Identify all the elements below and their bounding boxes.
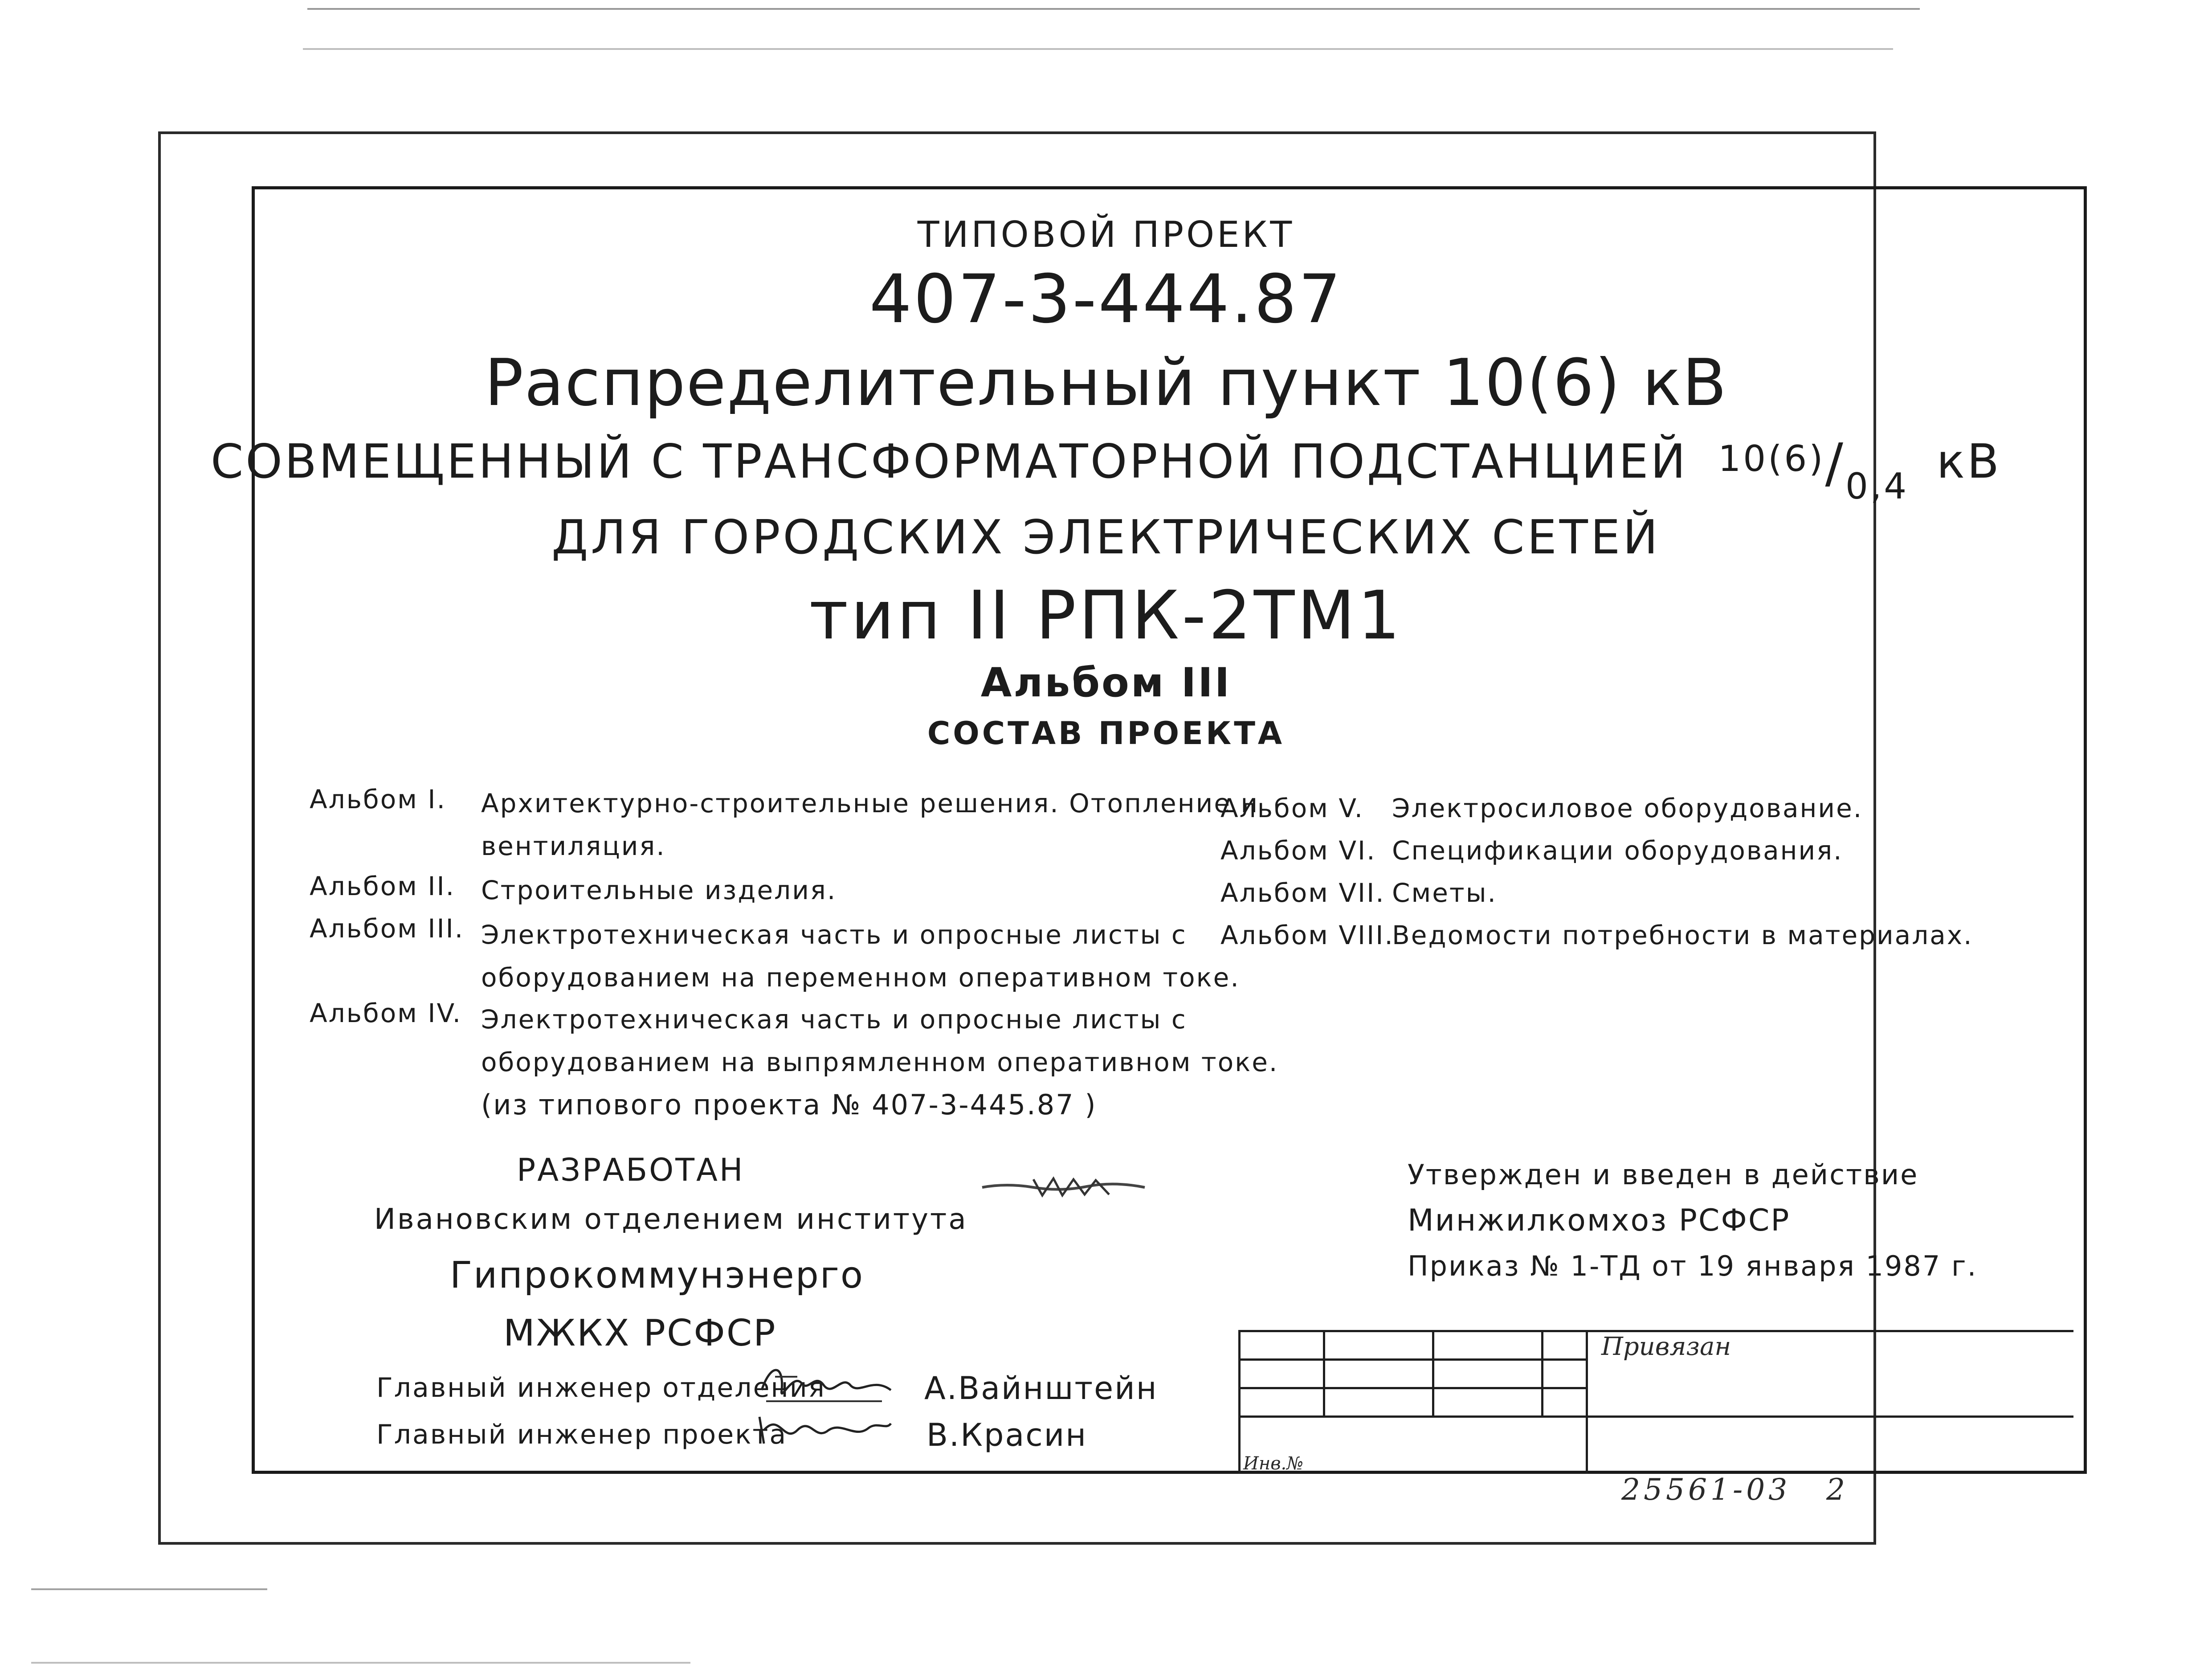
voltage-denominator: 0,4 bbox=[1845, 466, 1909, 507]
album-desc bbox=[481, 913, 1240, 999]
album-label: Альбом VIII. bbox=[1220, 920, 1394, 950]
album-label: Альбом I. bbox=[310, 784, 446, 814]
album-desc: Спецификации оборудования. bbox=[1392, 835, 1843, 866]
voltage-slash: / bbox=[1825, 433, 1845, 495]
title-line-2-main: СОВМЕЩЕННЫЙ С ТРАНСФОРМАТОРНОЙ ПОДСТАНЦИЕЙ bbox=[210, 434, 1688, 489]
composition-heading: СОСТАВ ПРОЕКТА bbox=[927, 715, 1285, 752]
developer-line: Ивановским отделением института bbox=[374, 1203, 968, 1236]
album-desc-line: Электротехническая часть и опросные листы с bbox=[481, 1004, 1187, 1035]
project-kind: ТИПОВОЙ ПРОЕКТ bbox=[917, 214, 1295, 255]
signature-role: Главный инженер проекта bbox=[376, 1419, 788, 1450]
title-line-2 bbox=[0, 433, 2212, 507]
album-label: Альбом II. bbox=[310, 871, 456, 901]
album-desc: Сметы. bbox=[1392, 878, 1497, 908]
page-number: 2 bbox=[1826, 1473, 1845, 1507]
album-desc-line: Архитектурно-строительные решения. Отопление и bbox=[481, 788, 1259, 818]
institute-name: Гипрокоммунэнерго bbox=[450, 1254, 865, 1297]
signature-vainshtein-icon bbox=[757, 1359, 904, 1408]
album-desc: Электросиловое оборудование. bbox=[1392, 793, 1863, 823]
approval-line: Минжилкомхоз РСФСР bbox=[1408, 1203, 1791, 1238]
album-desc bbox=[481, 869, 837, 912]
album-label: Альбом VI. bbox=[1220, 835, 1376, 866]
stamp-label: Привязан bbox=[1601, 1332, 1731, 1361]
type-line: тип II РПК-2ТМ1 bbox=[809, 577, 1403, 655]
album-label: Альбом VII. bbox=[1220, 878, 1385, 908]
title-line-1: Распределительный пункт 10(6) кВ bbox=[484, 345, 1728, 421]
signature-role: Главный инженер отделения bbox=[376, 1372, 826, 1403]
approval-line: Утвержден и введен в действие bbox=[1408, 1158, 1919, 1191]
signature-krasin-icon bbox=[753, 1403, 895, 1452]
approval-line: Приказ № 1-ТД от 19 января 1987 г. bbox=[1408, 1250, 1978, 1282]
album-desc: Ведомости потребности в материалах. bbox=[1392, 920, 1973, 950]
album-desc bbox=[481, 782, 1259, 867]
scan-rule-bottom-2 bbox=[31, 1662, 690, 1664]
album-desc-line: (из типового проекта № 407-3-445.87 ) bbox=[481, 1088, 1097, 1121]
sheet-code: 25561-03 bbox=[1621, 1473, 1791, 1507]
album-label: Альбом III. bbox=[310, 913, 465, 944]
voltage-fraction bbox=[1718, 433, 1909, 507]
album-desc-line: оборудованием на выпрямленном оперативном токе. bbox=[481, 1047, 1279, 1077]
developer-heading: РАЗРАБОТАН bbox=[517, 1152, 745, 1188]
ministry-name: МЖКХ РСФСР bbox=[503, 1312, 777, 1354]
voltage-unit: кВ bbox=[1936, 434, 2002, 489]
stamp-table bbox=[1238, 1330, 2073, 1474]
inventory-label: Инв.№ bbox=[1243, 1453, 1304, 1474]
signature-name: А.Вайнштейн bbox=[924, 1370, 1158, 1407]
album-desc-line: оборудованием на переменном оперативном токе. bbox=[481, 962, 1240, 993]
signature-name: В.Красин bbox=[926, 1417, 1088, 1453]
scan-rule-bottom-1 bbox=[31, 1588, 267, 1590]
album-label: Альбом V. bbox=[1220, 793, 1364, 823]
album-desc-line: Строительные изделия. bbox=[481, 875, 837, 905]
project-code: 407-3-444.87 bbox=[869, 261, 1343, 338]
album-label: Альбом IV. bbox=[310, 998, 462, 1028]
album-desc bbox=[481, 998, 1278, 1126]
album-heading: Альбом III bbox=[980, 659, 1232, 706]
album-desc-line: Электротехническая часть и опросные листы с bbox=[481, 920, 1187, 950]
album-desc-line: вентиляция. bbox=[481, 831, 666, 861]
scan-rule-top-1 bbox=[307, 8, 1920, 10]
stamp-mark-icon bbox=[980, 1170, 1149, 1205]
voltage-numerator: 10(6) bbox=[1718, 438, 1825, 479]
scan-rule-top-2 bbox=[303, 48, 1893, 50]
title-line-3: ДЛЯ ГОРОДСКИХ ЭЛЕКТРИЧЕСКИХ СЕТЕЙ bbox=[551, 510, 1661, 565]
